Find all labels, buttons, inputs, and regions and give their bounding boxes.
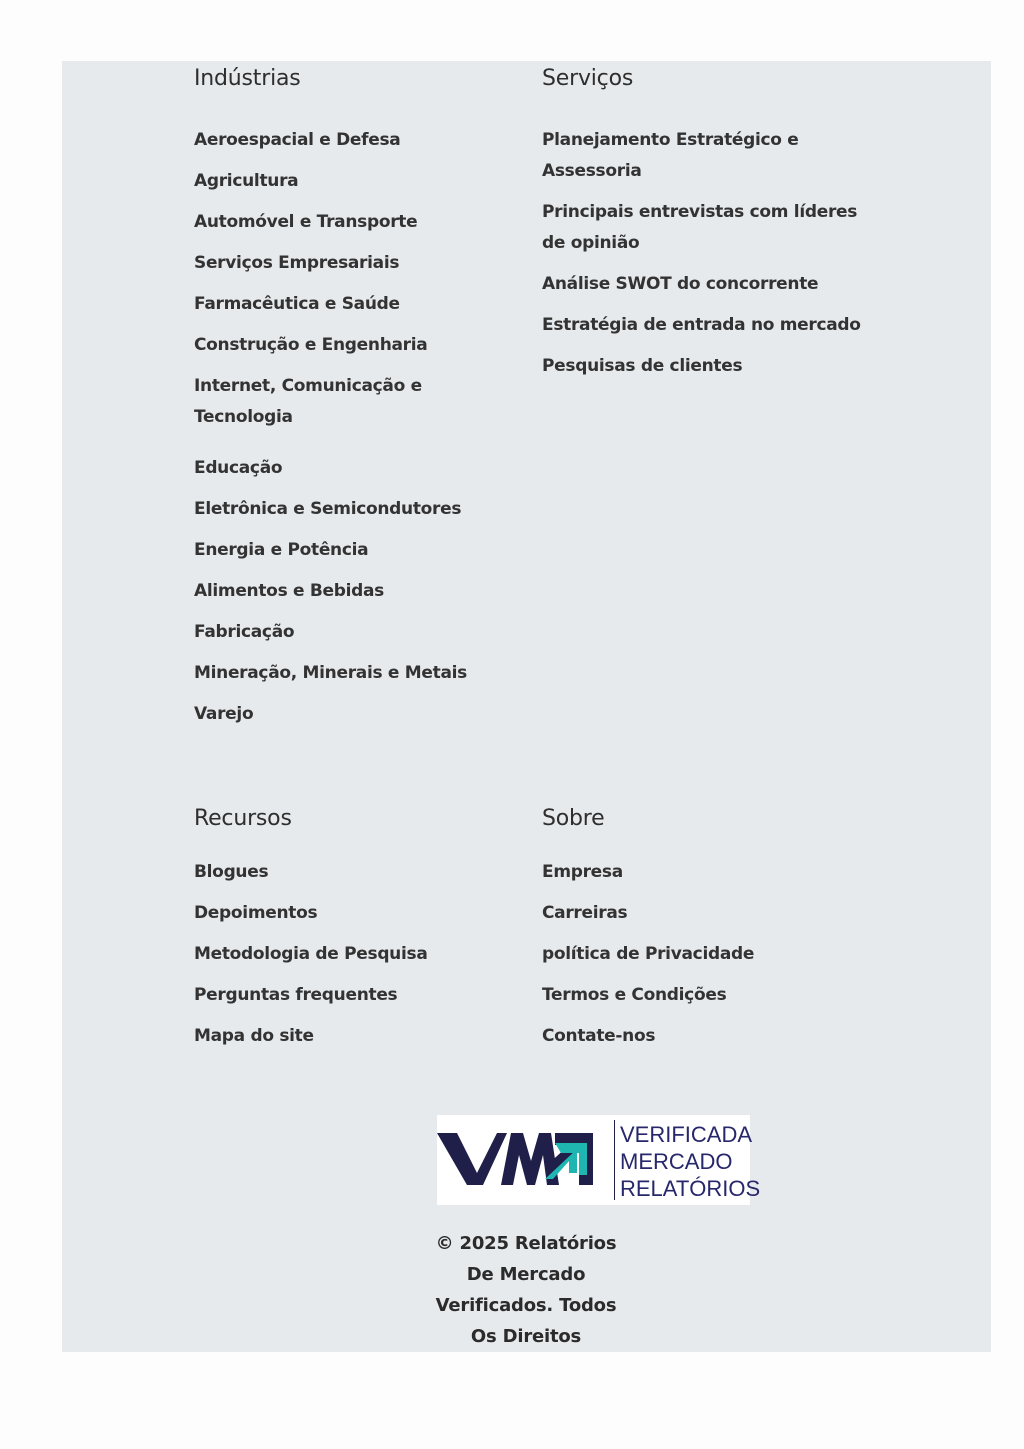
industry-link-business-services[interactable]: Serviços Empresariais xyxy=(194,253,400,273)
about-heading: Sobre xyxy=(542,806,605,831)
company-logo[interactable] xyxy=(437,1115,761,1205)
resources-column xyxy=(194,801,494,1062)
industries-heading: Indústrias xyxy=(194,66,301,91)
industry-link-mining[interactable]: Mineração, Minerais e Metais xyxy=(194,663,467,683)
site-footer xyxy=(62,61,991,1352)
industry-link-manufacturing[interactable]: Fabricação xyxy=(194,622,295,642)
about-link-contact[interactable]: Contate-nos xyxy=(542,1026,656,1046)
about-link-careers[interactable]: Carreiras xyxy=(542,903,628,923)
industry-link-pharma[interactable]: Farmacêutica e Saúde xyxy=(194,294,400,314)
industry-link-electronics[interactable]: Eletrônica e Semicondutores xyxy=(194,499,462,519)
service-link-swot[interactable]: Análise SWOT do concorrente xyxy=(542,274,819,294)
industries-list xyxy=(194,125,494,730)
about-link-privacy[interactable]: política de Privacidade xyxy=(542,944,755,964)
industry-link-agriculture[interactable]: Agricultura xyxy=(194,171,299,191)
industry-link-automotive[interactable]: Automóvel e Transporte xyxy=(194,212,418,232)
services-heading: Serviços xyxy=(542,66,634,91)
resource-link-sitemap[interactable]: Mapa do site xyxy=(194,1026,314,1046)
logo-wordmark xyxy=(620,1121,760,1202)
industry-link-aerospace[interactable]: Aeroespacial e Defesa xyxy=(194,130,401,150)
industries-column xyxy=(194,61,494,740)
logo-divider xyxy=(614,1120,615,1200)
resources-list xyxy=(194,857,494,1052)
copyright-text: © 2025 Relatórios De Mercado Verificados. Todos Os Direitos xyxy=(435,1233,617,1347)
resource-link-testimonials[interactable]: Depoimentos xyxy=(194,903,318,923)
about-list xyxy=(542,857,872,1052)
resource-link-blogs[interactable]: Blogues xyxy=(194,862,269,882)
logo-line-2: MERCADO xyxy=(620,1149,733,1174)
industry-link-energy[interactable]: Energia e Potência xyxy=(194,540,369,560)
service-link-kol-interviews[interactable]: Principais entrevistas com líderes de opinião xyxy=(542,202,858,253)
about-column xyxy=(542,801,872,1062)
industry-link-education[interactable]: Educação xyxy=(194,458,283,478)
services-list xyxy=(542,125,872,382)
resource-link-faq[interactable]: Perguntas frequentes xyxy=(194,985,398,1005)
industry-link-food[interactable]: Alimentos e Bebidas xyxy=(194,581,384,601)
industry-link-construction[interactable]: Construção e Engenharia xyxy=(194,335,428,355)
industry-link-retail[interactable]: Varejo xyxy=(194,704,254,724)
service-link-market-entry[interactable]: Estratégia de entrada no mercado xyxy=(542,315,861,335)
about-link-company[interactable]: Empresa xyxy=(542,862,623,882)
resource-link-methodology[interactable]: Metodologia de Pesquisa xyxy=(194,944,428,964)
industry-link-internet-tech[interactable]: Internet, Comunicação e Tecnologia xyxy=(194,376,422,427)
service-link-strategic-planning[interactable]: Planejamento Estratégico e Assessoria xyxy=(542,130,799,181)
services-column xyxy=(542,61,872,392)
logo-line-1: VERIFICADA xyxy=(620,1122,753,1147)
vmr-mark-icon xyxy=(437,1131,597,1189)
service-link-customer-surveys[interactable]: Pesquisas de clientes xyxy=(542,356,743,376)
logo-line-3: RELATÓRIOS xyxy=(620,1176,761,1201)
about-link-terms[interactable]: Termos e Condições xyxy=(542,985,727,1005)
resources-heading: Recursos xyxy=(194,806,292,831)
